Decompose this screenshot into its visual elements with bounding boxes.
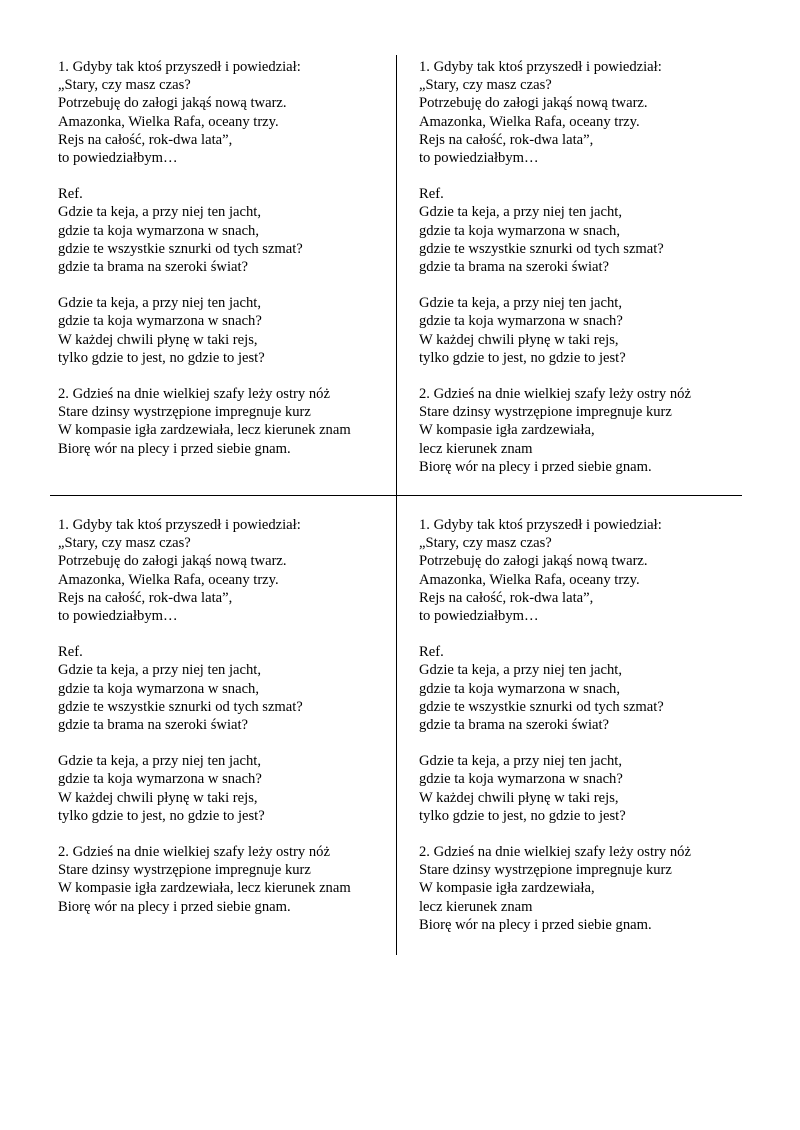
lyric-line: tylko gdzie to jest, no gdzie to jest? bbox=[419, 349, 626, 366]
lyric-line: to powiedziałbym… bbox=[419, 608, 539, 625]
stanza bbox=[419, 516, 759, 625]
lyric-line: gdzie ta koja wymarzona w snach? bbox=[419, 771, 623, 788]
lyric-line: Amazonka, Wielka Rafa, oceany trzy. bbox=[58, 571, 279, 588]
refrain-stanza bbox=[419, 643, 759, 734]
lyric-line: tylko gdzie to jest, no gdzie to jest? bbox=[58, 349, 265, 366]
stanza bbox=[419, 58, 759, 167]
lyric-line: lecz kierunek znam bbox=[419, 440, 533, 457]
lyric-line: 2. Gdzieś na dnie wielkiej szafy leży ostry nóż bbox=[58, 386, 330, 403]
lyric-line: Amazonka, Wielka Rafa, oceany trzy. bbox=[419, 571, 640, 588]
lyrics-copy-bottom-right bbox=[419, 516, 759, 952]
lyric-line: Biorę wór na plecy i przed siebie gnam. bbox=[419, 458, 652, 475]
lyric-line: Ref. bbox=[419, 186, 444, 203]
lyric-line: Gdzie ta keja, a przy niej ten jacht, bbox=[419, 295, 623, 312]
lyric-line: Ref. bbox=[419, 644, 444, 661]
stanza bbox=[419, 752, 759, 825]
lyric-line: Rejs na całość, rok-dwa lata”, bbox=[58, 589, 233, 606]
lyrics-copy-bottom-left bbox=[58, 516, 398, 934]
lyric-line: gdzie ta brama na szeroki świat? bbox=[419, 717, 610, 734]
lyric-line: gdzie te wszystkie sznurki od tych szmat? bbox=[419, 698, 664, 715]
lyric-line: Potrzebuję do załogi jakąś nową twarz. bbox=[419, 553, 648, 570]
lyric-line: 1. Gdyby tak ktoś przyszedł i powiedział: bbox=[419, 59, 662, 75]
lyric-line: Gdzie ta keja, a przy niej ten jacht, bbox=[58, 753, 262, 770]
lyric-line: 1. Gdyby tak ktoś przyszedł i powiedział: bbox=[58, 59, 301, 75]
lyric-line: Gdzie ta keja, a przy niej ten jacht, bbox=[419, 753, 623, 770]
lyric-line: Biorę wór na plecy i przed siebie gnam. bbox=[58, 898, 291, 915]
lyric-line: W kompasie igła zardzewiała, lecz kierunek znam bbox=[58, 880, 351, 897]
lyric-line: Stare dzinsy wystrzępione impregnuje kurz bbox=[58, 404, 311, 421]
lyric-line: Rejs na całość, rok-dwa lata”, bbox=[419, 589, 594, 606]
lyric-line: Potrzebuję do załogi jakąś nową twarz. bbox=[58, 553, 287, 570]
lyric-line: tylko gdzie to jest, no gdzie to jest? bbox=[58, 807, 265, 824]
lyric-line: Biorę wór na plecy i przed siebie gnam. bbox=[58, 440, 291, 457]
lyric-line: W każdej chwili płynę w taki rejs, bbox=[58, 331, 258, 348]
lyric-line: Rejs na całość, rok-dwa lata”, bbox=[419, 131, 594, 148]
lyric-line: Stare dzinsy wystrzępione impregnuje kurz bbox=[419, 404, 672, 421]
lyric-line: gdzie te wszystkie sznurki od tych szmat? bbox=[58, 240, 303, 257]
stanza bbox=[419, 843, 759, 934]
lyric-line: gdzie ta brama na szeroki świat? bbox=[419, 259, 610, 276]
lyric-line: gdzie ta koja wymarzona w snach? bbox=[58, 313, 262, 330]
refrain-stanza bbox=[419, 185, 759, 276]
horizontal-cut-line bbox=[50, 495, 742, 496]
lyric-line: gdzie ta koja wymarzona w snach, bbox=[58, 680, 259, 697]
lyric-line: Ref. bbox=[58, 644, 83, 661]
lyric-line: „Stary, czy masz czas? bbox=[419, 77, 552, 94]
lyric-line: Biorę wór na plecy i przed siebie gnam. bbox=[419, 916, 652, 933]
lyric-line: gdzie ta koja wymarzona w snach, bbox=[419, 680, 620, 697]
lyric-line: gdzie ta koja wymarzona w snach, bbox=[58, 222, 259, 239]
lyrics-copy-top-left bbox=[58, 58, 398, 476]
lyric-line: to powiedziałbym… bbox=[58, 608, 178, 625]
lyric-line: Gdzie ta keja, a przy niej ten jacht, bbox=[58, 662, 262, 679]
lyric-line: gdzie te wszystkie sznurki od tych szmat? bbox=[58, 698, 303, 715]
lyric-line: to powiedziałbym… bbox=[58, 150, 178, 167]
lyric-line: Ref. bbox=[58, 186, 83, 203]
lyric-line: 2. Gdzieś na dnie wielkiej szafy leży ostry nóż bbox=[419, 386, 691, 403]
lyric-line: W każdej chwili płynę w taki rejs, bbox=[58, 789, 258, 806]
stanza bbox=[58, 516, 398, 625]
lyric-line: gdzie ta koja wymarzona w snach? bbox=[419, 313, 623, 330]
lyric-line: „Stary, czy masz czas? bbox=[58, 535, 191, 552]
lyric-line: Amazonka, Wielka Rafa, oceany trzy. bbox=[58, 113, 279, 130]
stanza bbox=[58, 843, 398, 916]
stanza bbox=[58, 385, 398, 458]
lyric-line: W kompasie igła zardzewiała, bbox=[419, 422, 595, 439]
lyric-line: gdzie ta brama na szeroki świat? bbox=[58, 259, 249, 276]
stanza bbox=[419, 385, 759, 476]
lyric-line: 1. Gdyby tak ktoś przyszedł i powiedział: bbox=[419, 517, 662, 533]
lyric-line: W kompasie igła zardzewiała, lecz kierunek znam bbox=[58, 422, 351, 439]
lyric-line: Gdzie ta keja, a przy niej ten jacht, bbox=[419, 204, 623, 221]
lyric-line: W każdej chwili płynę w taki rejs, bbox=[419, 331, 619, 348]
lyric-line: „Stary, czy masz czas? bbox=[419, 535, 552, 552]
lyric-line: to powiedziałbym… bbox=[419, 150, 539, 167]
lyric-line: Gdzie ta keja, a przy niej ten jacht, bbox=[58, 295, 262, 312]
lyric-line: Stare dzinsy wystrzępione impregnuje kurz bbox=[58, 862, 311, 879]
lyric-line: gdzie ta koja wymarzona w snach, bbox=[419, 222, 620, 239]
refrain-stanza bbox=[58, 643, 398, 734]
lyric-line: gdzie ta koja wymarzona w snach? bbox=[58, 771, 262, 788]
lyric-line: tylko gdzie to jest, no gdzie to jest? bbox=[419, 807, 626, 824]
lyric-line: Gdzie ta keja, a przy niej ten jacht, bbox=[419, 662, 623, 679]
lyric-line: 2. Gdzieś na dnie wielkiej szafy leży ostry nóż bbox=[58, 844, 330, 861]
lyric-line: Amazonka, Wielka Rafa, oceany trzy. bbox=[419, 113, 640, 130]
lyric-line: Potrzebuję do załogi jakąś nową twarz. bbox=[419, 95, 648, 112]
lyrics-copy-top-right bbox=[419, 58, 759, 494]
stanza bbox=[58, 752, 398, 825]
stanza bbox=[58, 294, 398, 367]
lyric-line: Gdzie ta keja, a przy niej ten jacht, bbox=[58, 204, 262, 221]
refrain-stanza bbox=[58, 185, 398, 276]
stanza bbox=[58, 58, 398, 167]
lyric-line: Stare dzinsy wystrzępione impregnuje kurz bbox=[419, 862, 672, 879]
lyric-line: Potrzebuję do załogi jakąś nową twarz. bbox=[58, 95, 287, 112]
lyric-line: W każdej chwili płynę w taki rejs, bbox=[419, 789, 619, 806]
lyric-line: W kompasie igła zardzewiała, bbox=[419, 880, 595, 897]
lyric-line: 1. Gdyby tak ktoś przyszedł i powiedział: bbox=[58, 517, 301, 533]
stanza bbox=[419, 294, 759, 367]
lyric-line: 2. Gdzieś na dnie wielkiej szafy leży ostry nóż bbox=[419, 844, 691, 861]
lyric-line: gdzie ta brama na szeroki świat? bbox=[58, 717, 249, 734]
lyric-line: Rejs na całość, rok-dwa lata”, bbox=[58, 131, 233, 148]
lyric-line: lecz kierunek znam bbox=[419, 898, 533, 915]
lyric-line: gdzie te wszystkie sznurki od tych szmat? bbox=[419, 240, 664, 257]
lyric-line: „Stary, czy masz czas? bbox=[58, 77, 191, 94]
